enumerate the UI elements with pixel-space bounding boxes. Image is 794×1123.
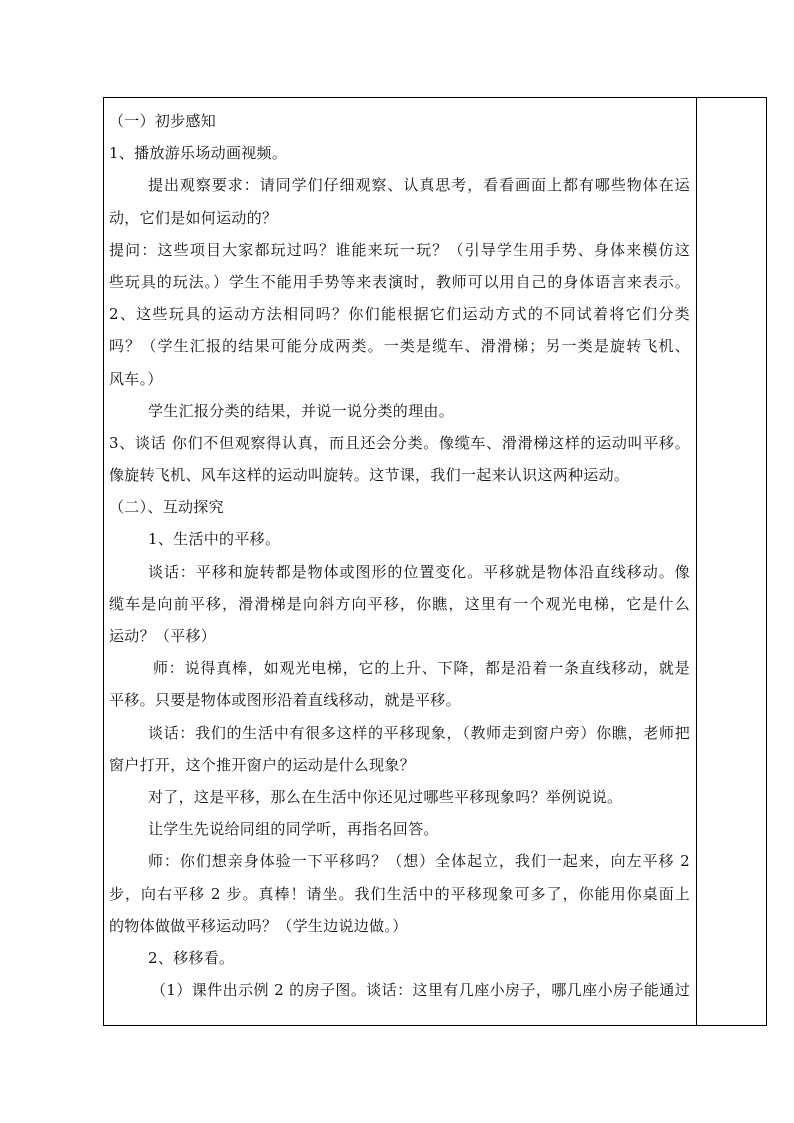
text-line: 学生汇报分类的结果，并说一说分类的理由。 (148, 401, 455, 420)
text-line: 的物体做做平移运动吗？（学生边说边做。） (109, 916, 408, 935)
text-line: 步，向右平移 2 步。真棒！请坐。我们生活中的平移现象可多了，你能用你桌面上 (109, 884, 690, 903)
text-line: 提问：这些项目大家都玩过吗？谁能来玩一玩？（引导学生用手势、身体来模仿这 (109, 240, 690, 259)
text-line: 1、播放游乐场动画视频。 (109, 144, 288, 163)
text-line: （二）、互动探究 (109, 498, 224, 517)
text-line: （1）课件出示例 2 的房子图。谈话：这里有几座小房子，哪几座小房子能通过 (151, 981, 690, 1000)
text-line: 师：你们想亲身体验一下平移吗？（想）全体起立，我们一起来，向左平移 2 (148, 852, 690, 871)
text-line: 师：说得真棒，如观光电梯，它的上升、下降，都是沿着一条直线移动，就是 (153, 659, 690, 678)
text-line: 像旋转飞机、风车这样的运动叫旋转。这节课，我们一起来认识这两种运动。 (109, 466, 630, 485)
text-line: 3、谈话 你们不但观察得认真，而且还会分类。像缆车、滑滑梯这样的运动叫平移。 (109, 433, 690, 452)
text-line: 吗？（学生汇报的结果可能分成两类。一类是缆车、滑滑梯；另一类是旋转飞机、 (109, 337, 690, 356)
text-line: 运动？（平移） (109, 627, 217, 645)
text-line: 平移。只要是物体或图形沿着直线移动，就是平移。 (109, 691, 461, 710)
text-line: 风车。） (109, 369, 163, 388)
text-line: （一）初步感知 (109, 112, 217, 130)
text-line: 提出观察要求：请同学们仔细观察、认真思考，看看画面上都有哪些物体在运 (148, 176, 690, 195)
text-line: 动，它们是如何运动的？ (109, 208, 278, 227)
notes-cell (697, 98, 767, 1025)
text-line: 谈话：平移和旋转都是物体或图形的位置变化。平移就是物体沿直线移动。像 (148, 562, 690, 581)
lesson-content-cell (104, 98, 696, 1025)
text-line: 让学生先说给同组的同学听，再指名回答。 (148, 820, 439, 839)
text-line: 对了，这是平移，那么在生活中你还见过哪些平移现象吗？举例说说。 (148, 787, 623, 806)
text-line: 窗户打开，这个推开窗户的运动是什么现象？ (109, 755, 416, 774)
text-line: 些玩具的玩法。）学生不能用手势等来表演时，教师可以用自己的身体语言来表示。 (109, 272, 690, 291)
text-line: 缆车是向前平移，滑滑梯是向斜方向平移，你瞧，这里有一个观光电梯，它是什么 (109, 594, 690, 613)
lesson-plan-table (103, 97, 767, 1026)
text-line: 谈话：我们的生活中有很多这样的平移现象，（教师走到窗户旁）你瞧，老师把 (148, 723, 690, 742)
text-line: 1、生活中的平移。 (148, 530, 281, 549)
text-line: 2、这些玩具的运动方法相同吗？你们能根据它们运动方式的不同试着将它们分类 (109, 305, 690, 324)
text-line: 2、移移看。 (148, 948, 235, 967)
